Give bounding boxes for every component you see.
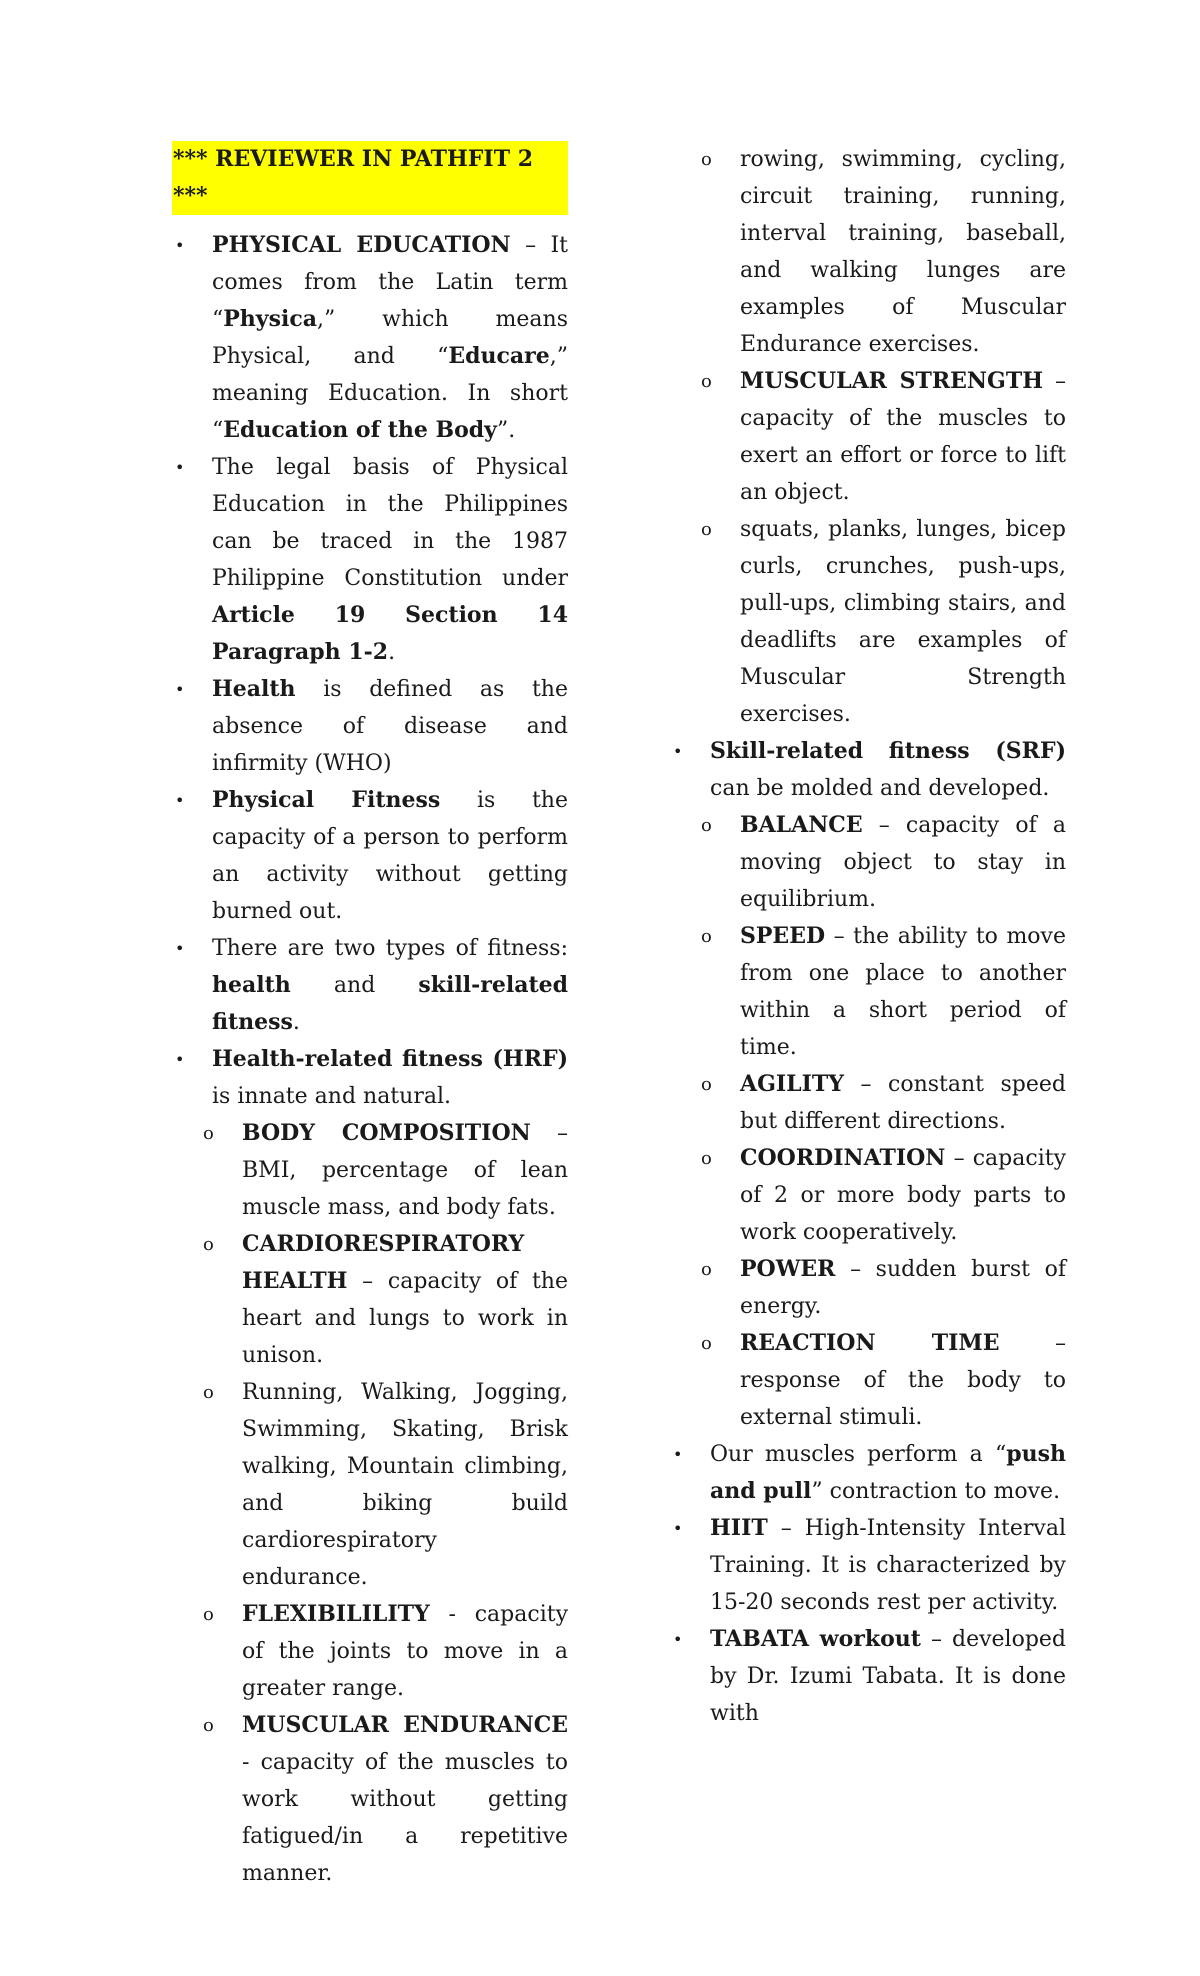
list-item: • PHYSICAL EDUCATION – It comes from the Latin term “Physica,” which means Physical, and “Educare,” meaning Education. In short “Education of the Body”. bbox=[172, 227, 568, 449]
hrf-sublist bbox=[202, 1115, 568, 1892]
sub-list-item: o FLEXIBILILITY - capacity of the joints to move in a greater range. bbox=[202, 1596, 568, 1707]
sub-list-item: o Running, Walking, Jogging, Swimming, Skating, Brisk walking, Mountain climbing, and biking build cardiorespiratory endurance. bbox=[202, 1374, 568, 1596]
sub-list-item: o SPEED – the ability to move from one place to another within a short period of time. bbox=[700, 918, 1066, 1066]
sub-marker: o bbox=[701, 149, 712, 170]
sub-marker: o bbox=[203, 1715, 214, 1736]
bullet-marker: • bbox=[175, 791, 185, 810]
left-column bbox=[172, 141, 568, 1892]
sub-list-item: o POWER – sudden burst of energy. bbox=[700, 1251, 1066, 1325]
sub-marker: o bbox=[203, 1604, 214, 1625]
sub-marker: o bbox=[701, 926, 712, 947]
bullet-marker: • bbox=[175, 939, 185, 958]
list-item: • HIIT – High-Intensity Interval Training. It is characterized by 15-20 seconds rest per activity. bbox=[670, 1510, 1066, 1621]
bullet-marker: • bbox=[673, 1519, 683, 1538]
bullet-marker: • bbox=[175, 680, 185, 699]
sub-list-item: o REACTION TIME – response of the body to external stimuli. bbox=[700, 1325, 1066, 1436]
list-item: • Health is defined as the absence of disease and infirmity (WHO) bbox=[172, 671, 568, 782]
sub-list-item: o BODY COMPOSITION – BMI, percentage of lean muscle mass, and body fats. bbox=[202, 1115, 568, 1226]
bullet-marker: • bbox=[673, 1630, 683, 1649]
sub-list-item: o squats, planks, lunges, bicep curls, crunches, push-ups, pull-ups, climbing stairs, and deadlifts are examples of Muscular Strength exercises. bbox=[700, 511, 1066, 733]
sub-marker: o bbox=[203, 1123, 214, 1144]
right-column bbox=[670, 141, 1066, 1732]
sub-list-item: o BALANCE – capacity of a moving object to stay in equilibrium. bbox=[700, 807, 1066, 918]
list-item: • Health-related fitness (HRF) is innate and natural. bbox=[172, 1041, 568, 1115]
sub-list-item: o MUSCULAR ENDURANCE - capacity of the muscles to work without getting fatigued/in a repetitive manner. bbox=[202, 1707, 568, 1892]
sub-list-item: o CARDIORESPIRATORY HEALTH – capacity of the heart and lungs to work in unison. bbox=[202, 1226, 568, 1374]
sub-list-item: o MUSCULAR STRENGTH – capacity of the muscles to exert an effort or force to lift an object. bbox=[700, 363, 1066, 511]
list-item: • The legal basis of Physical Education in the Philippines can be traced in the 1987 Philippine Constitution under Article 19 Section 14 Paragraph 1-2. bbox=[172, 449, 568, 671]
bullet-marker: • bbox=[175, 236, 185, 255]
bullet-marker: • bbox=[673, 1445, 683, 1464]
sub-list-item: o AGILITY – constant speed but different directions. bbox=[700, 1066, 1066, 1140]
sub-marker: o bbox=[701, 815, 712, 836]
bullet-marker: • bbox=[673, 742, 683, 761]
sub-list-item: o rowing, swimming, cycling, circuit training, running, interval training, baseball, and walking lunges are examples of Muscular Endurance exercises. bbox=[700, 141, 1066, 363]
bullet-marker: • bbox=[175, 458, 185, 477]
page-title: *** REVIEWER IN PATHFIT 2 *** bbox=[172, 141, 568, 215]
list-item: • Our muscles perform a “push and pull” contraction to move. bbox=[670, 1436, 1066, 1510]
sub-marker: o bbox=[701, 371, 712, 392]
term: PHYSICAL EDUCATION bbox=[212, 232, 511, 258]
sub-marker: o bbox=[701, 1333, 712, 1354]
bullet-marker: • bbox=[175, 1050, 185, 1069]
sub-marker: o bbox=[701, 519, 712, 540]
sub-marker: o bbox=[701, 1148, 712, 1169]
sub-marker: o bbox=[203, 1382, 214, 1403]
hrf-sublist-continued bbox=[700, 141, 1066, 733]
list-item: • Skill-related fitness (SRF) can be molded and developed. bbox=[670, 733, 1066, 807]
sub-marker: o bbox=[701, 1074, 712, 1095]
srf-sublist bbox=[700, 807, 1066, 1436]
list-item: • TABATA workout – developed by Dr. Izumi Tabata. It is done with bbox=[670, 1621, 1066, 1732]
sub-marker: o bbox=[203, 1234, 214, 1255]
list-item: • There are two types of fitness: health and skill-related fitness. bbox=[172, 930, 568, 1041]
sub-list-item: o COORDINATION – capacity of 2 or more body parts to work cooperatively. bbox=[700, 1140, 1066, 1251]
sub-marker: o bbox=[701, 1259, 712, 1280]
list-item: • Physical Fitness is the capacity of a person to perform an activity without getting burned out. bbox=[172, 782, 568, 930]
